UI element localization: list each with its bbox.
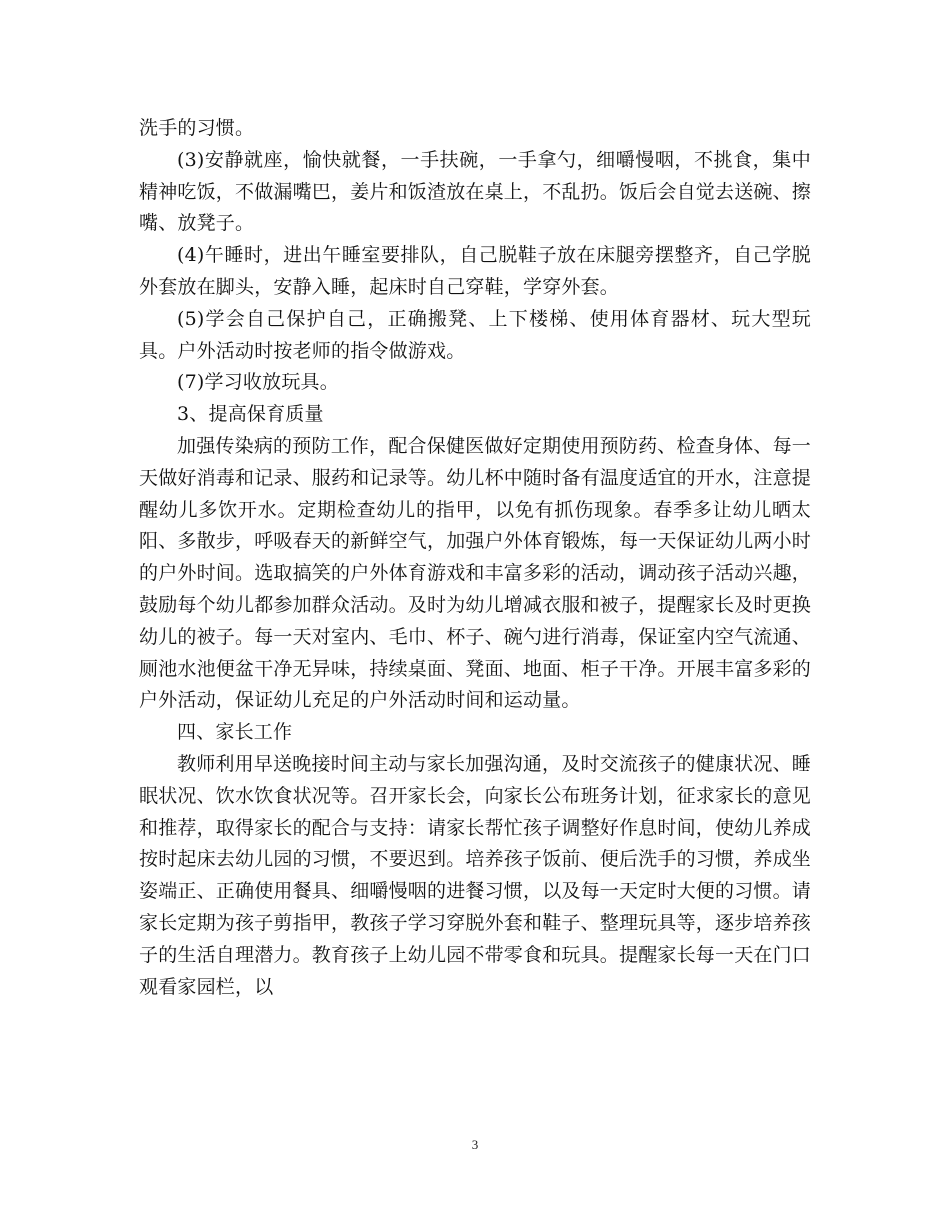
paragraph-continuation: 洗手的习惯。 xyxy=(139,117,255,139)
page-number: 3 xyxy=(471,1137,479,1152)
paragraph-item-3: (3)安静就座，愉快就餐，一手扶碗，一手拿勺，细嚼慢咽，不挑食，集中精神吃饭，不做漏嘴巴，姜片和饭渣放在桌上，不乱扔。饭后会自觉去送碗、擦嘴、放凳子。 xyxy=(139,148,812,235)
paragraph-care-quality: 加强传染病的预防工作，配合保健医做好定期使用预防药、检查身体、每一天做好消毒和记录、服药和记录等。幼儿杯中随时备有温度适宜的开水，注意提醒幼儿多饮开水。定期检查幼儿的指甲，以免有抓伤现象。春季多让幼儿晒太阳、多散步，呼吸春天的新鲜空气，加强户外体育锻炼，每一天保证幼儿两小时的户外时间。选取搞笑的户外体育游戏和丰富多彩的活动，调动孩子活动兴趣，鼓励每个幼儿都参加群众活动。及时为幼儿增减衣服和被子，提醒家长及时更换幼儿的被子。每一天对室内、毛巾、杯子、碗勺进行消毒，保证室内空气流通、厕池水池便盆干净无异味，持续桌面、凳面、地面、柜子干净。开展丰富多彩的户外活动，保证幼儿充足的户外活动时间和运动量。 xyxy=(139,434,812,712)
document-body xyxy=(139,113,811,1003)
paragraph-item-5: (5)学会自己保护自己，正确搬凳、上下楼梯、使用体育器材、玩大型玩具。户外活动时按老师的指令做游戏。 xyxy=(139,307,811,362)
paragraph-item-7: (7)学习收放玩具。 xyxy=(177,371,339,394)
paragraph-parent-work: 教师利用早送晚接时间主动与家长加强沟通，及时交流孩子的健康状况、睡眠状况、饮水饮食状况等。召开家长会，向家长公布班务计划，征求家长的意见和推荐，取得家长的配合与支持：请家长帮忙孩子调整好作息时间，使幼儿养成按时起床去幼儿园的习惯，不要迟到。培养孩子饭前、便后洗手的习惯，养成坐姿端正、正确使用餐具、细嚼慢咽的进餐习惯，以及每一天定时大便的习惯。请家长定期为孩子剪指甲，教孩子学习穿脱外套和鞋子、整理玩具等，逐步培养孩子的生活自理潜力。教育孩子上幼儿园不带零食和玩具。提醒家长每一天在门口观看家园栏，以 xyxy=(139,752,812,998)
paragraph-item-4: (4)午睡时，进出午睡室要排队，自己脱鞋子放在床腿旁摆整齐，自己学脱外套放在脚头，安静入睡，起床时自己穿鞋，学穿外套。 xyxy=(139,244,811,298)
section-heading-care-quality: 3、提高保育质量 xyxy=(177,403,324,426)
section-heading-parent-work: 四、家长工作 xyxy=(177,721,293,744)
